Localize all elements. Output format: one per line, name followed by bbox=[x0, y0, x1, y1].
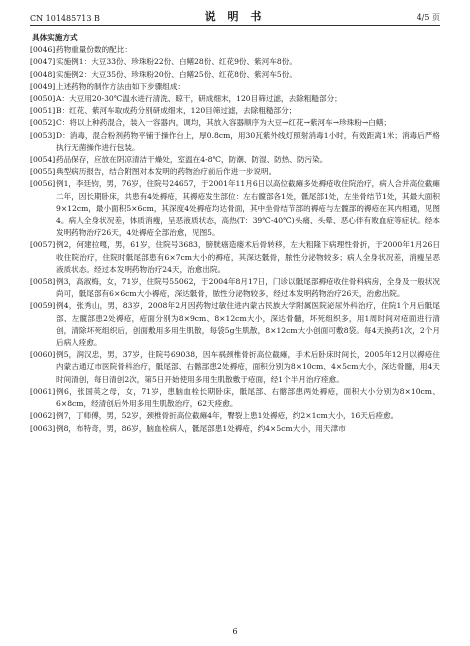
paragraph-number: [0057] bbox=[30, 240, 56, 250]
paragraph-0049 bbox=[30, 81, 440, 93]
paragraph-text: 例5，润汉忠，男，37岁，住院号69038，因车祸颈椎骨折高位截瘫，手术后卧床时间长，2005年12月以褥疮住内蒙古通辽市医院骨科治疗，骶尾部、右髂部患2处褥疮，面积分别为8×10cm、4×5cm大小，深达骨髓，用4天时间清创，每日清创2次，第5日开始使用多用生肌散敷于疮面，经1个半月治疗痊愈。 bbox=[56, 350, 440, 384]
paragraph-text: A：大豆用20-30℃温水进行清洗、晾干，研成细末，120目筛过滤，去除粗糙部分； bbox=[56, 94, 342, 104]
paragraph-0063 bbox=[30, 423, 440, 435]
patent-number: CN 101485713 B bbox=[30, 14, 100, 23]
page-header bbox=[30, 9, 440, 23]
paragraph-number: [0055] bbox=[30, 167, 56, 177]
paragraph-text: 例7，丁师傅，男，52岁，颈椎骨折高位截瘫4年，臀裂上患1处褥疮，约2×1cm大小，16天后痊愈。 bbox=[56, 411, 399, 421]
paragraph-0052 bbox=[30, 117, 440, 129]
page-number: 6 bbox=[232, 627, 238, 636]
paragraph-number: [0058] bbox=[30, 277, 56, 287]
paragraph-number: [0046] bbox=[30, 45, 56, 55]
paragraph-0054 bbox=[30, 154, 440, 166]
paragraph-number: [0047] bbox=[30, 57, 56, 67]
page-indicator: 4/5 页 bbox=[416, 13, 440, 22]
paragraph-number: [0063] bbox=[30, 423, 56, 433]
paragraph-number: [0060] bbox=[30, 350, 56, 360]
paragraph-0062 bbox=[30, 410, 440, 422]
paragraph-0053 bbox=[30, 130, 440, 154]
paragraph-number: [0048] bbox=[30, 69, 56, 79]
paragraph-0059 bbox=[30, 300, 440, 349]
paragraph-number: [0053] bbox=[30, 130, 56, 140]
paragraph-text: 例4，张秀山，男，83岁，2008年2月因药物过敏住进内蒙古民族大学附属医院泌尿外科治疗，住院1个月后骶尾部、左髋部患2处褥疮，疮面分别为8×9cm、8×12cm大小，深达骨髓，坏死组织多，用1周时间对疮面进行清创，清除坏死组织后，创面敷用多用生肌散，每袋5g生肌散，8×12cm大小创面可敷8袋。每4天换药1次，2个月后病人痊愈。 bbox=[56, 301, 440, 348]
paragraph-text: 例8，布特奇，男，86岁，脑血栓病人，骶尾部患1处褥疮，约4×5cm大小，用天津市 bbox=[56, 423, 346, 433]
paragraph-text: C：将以上种药混合，装入一容器内，调均，其放入容器顺序为大豆→红花→紫河车→珍珠粉→白鳝； bbox=[56, 118, 392, 128]
document-title: 说 明 书 bbox=[204, 10, 266, 23]
paragraph-number: [0049] bbox=[30, 81, 56, 91]
paragraph-0048 bbox=[30, 69, 440, 81]
paragraph-text: 例2，何建拉嘎，男，61岁，住院号3683，膀胱癌造瘘术后骨转移，左大粗隆下病理性骨折，于2000年1月26日收住院治疗，住院时骶尾部患有6×7cm大小的褥疮，其深达骶骨，脓性分泌物较多；病人全身状况差，消瘦呈恶液质状态。经过本发明药物治疗24天，治愈出院。 bbox=[56, 240, 440, 274]
paragraph-0055 bbox=[30, 166, 440, 178]
paragraph-0051 bbox=[30, 105, 440, 117]
paragraph-number: [0056] bbox=[30, 179, 56, 189]
paragraph-0047 bbox=[30, 56, 440, 68]
header-rule bbox=[30, 25, 440, 26]
paragraph-text: 实施例1：大豆33份、珍珠粉22份、白鳝28份、红花9份、紫河车8份。 bbox=[56, 57, 297, 67]
paragraph-number: [0061] bbox=[30, 386, 56, 396]
paragraph-number: [0059] bbox=[30, 301, 56, 311]
paragraph-0057 bbox=[30, 239, 440, 276]
paragraph-text: 药品保存，应放在阴凉清洁干燥处，室温在4-8℃，防潮、防湿、防热、防污染。 bbox=[56, 155, 328, 165]
paragraph-text: 例6，张国英之母，女，71岁，患脑血栓长期卧床，骶尾部、右髂部患两处褥疮，面积大小分别为8×10cm、6×8cm，经清创后外用多用生肌散治疗，62天痊愈。 bbox=[56, 386, 440, 409]
paragraph-text: 上述药物的制作方法由如下步骤组成： bbox=[56, 81, 186, 91]
body-content bbox=[30, 32, 440, 435]
paragraph-number: [0054] bbox=[30, 155, 56, 165]
paragraph-text: 例3，高淑梅，女，71岁，住院号55062，于2004年8月17日，门诊以骶尾部褥疮收住骨科病房，全身及一般状况尚可，骶尾部有6×6cm大小褥疮，深达骶骨，脓性分泌物较多，经过本发明药物治疗26天，治愈出院。 bbox=[56, 277, 440, 299]
paragraph-0050 bbox=[30, 93, 440, 105]
paragraph-number: [0051] bbox=[30, 106, 56, 116]
paragraph-0046 bbox=[30, 44, 440, 56]
section-heading: 具体实施方式 bbox=[32, 33, 78, 42]
paragraph-0060 bbox=[30, 349, 440, 386]
paragraph-text: D：消毒，混合粉剂药物平铺于操作台上，厚0.8cm，用30瓦紫外线灯照射消毒1小时，有效距离1米；消毒后严格执行无菌操作进行包装。 bbox=[56, 130, 440, 152]
paragraph-text: B：红花、紫河车取成药分别研成细末，120目筛过滤，去除粗糙部分； bbox=[56, 106, 297, 116]
paragraph-number: [0052] bbox=[30, 118, 56, 128]
paragraph-number: [0050] bbox=[30, 94, 56, 104]
paragraph-text: 典型病历报告，结合附图对本发明的药物治疗前后作进一步说明。 bbox=[56, 167, 277, 177]
paragraph-text: 药物重量份数的配比： bbox=[56, 45, 132, 55]
paragraph-text: 实施例2：大豆35份、珍珠粉20份、白鳝25份、红花8份、紫河车5份。 bbox=[56, 69, 297, 79]
paragraph-number: [0062] bbox=[30, 411, 56, 421]
paragraph-0061 bbox=[30, 386, 440, 410]
paragraph-0056 bbox=[30, 178, 440, 239]
paragraph-text: 例1，李廷钧，男，76岁，住院号24657，于2001年11月6日以高位截瘫多处褥疮收住院治疗，病人合并高位截瘫二年，因长期卧床，共患有4处褥疮，其褥疮发生部位：左右髋部各1处，骶尾部1处，左坐骨结节1处，其最大面积9×12cm，最小面积5×6cm，其深度4处褥疮均达骨面，其中坐骨结节部的褥疮与左髋部的褥疮在其内相通，见图4。病人全身状况差，体质消瘦，呈恶液质状态，高热(T：39℃-40℃)头痛、头晕、恶心伴有败血症等症状。经本发明药物治疗26天，4处褥疮全部治愈，见图5。 bbox=[56, 179, 440, 238]
paragraph-0058 bbox=[30, 276, 440, 300]
